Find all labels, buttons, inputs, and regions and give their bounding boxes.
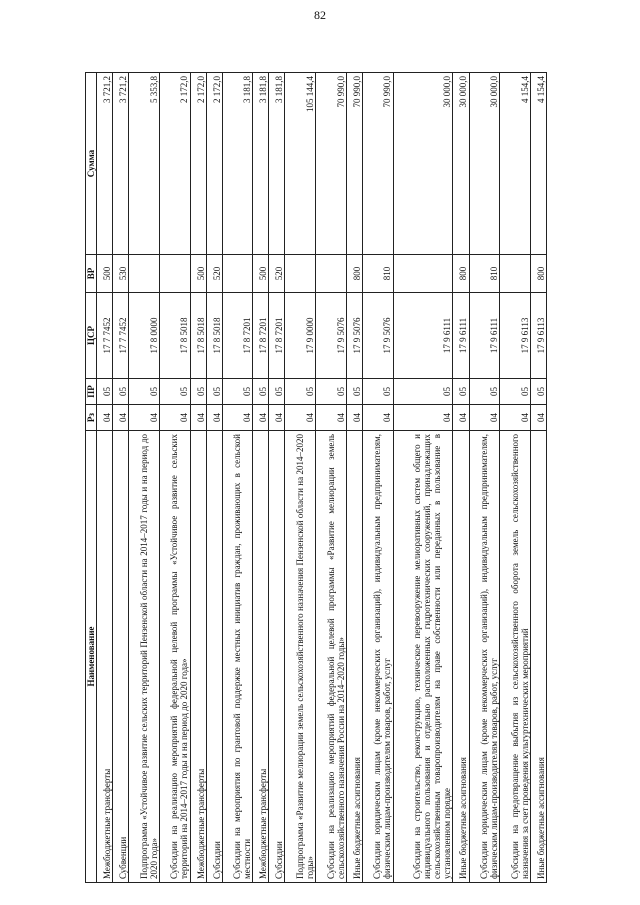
row-name: Межбюджетные трансферты [190,431,206,883]
row-sum: 105 144,4 [285,73,316,255]
row-name: Субсидии на предотвращение выбытия из сельскохозяйственного оборота земель сельскохозяйственного назначения за счет проведения культуртехнических мероприятий [500,431,531,883]
row-vr: 800 [530,255,546,293]
row-rz: 04 [469,405,500,431]
table-row [222,73,253,883]
row-vr [393,255,453,293]
row-sum: 30 000,0 [469,73,500,255]
row-name: Иные бюджетные ассигнования [530,431,546,883]
rotated-table-container [85,73,547,883]
row-csr: 17 7 7452 [97,293,113,379]
row-rz: 04 [222,405,253,431]
row-pr: 05 [453,379,469,405]
row-name: Субсидии на реализацию мероприятий федеральной целевой программы «Устойчивое развитие сельских территорий на 2014–2017 годы и на период до 2020 года» [159,431,190,883]
row-csr: 17 9 5076 [362,293,393,379]
page-number: 82 [314,8,326,22]
row-name: Субсидии юридическим лицам (кроме некоммерческих организаций), индивидуальным предпринимателям, физическим лицам-производителям товаров, работ, услуг [469,431,500,883]
row-sum: 4 154,4 [500,73,531,255]
row-rz: 04 [97,405,113,431]
row-sum: 4 154,4 [530,73,546,255]
row-sum: 70 990,0 [316,73,347,255]
row-name: Иные бюджетные ассигнования [453,431,469,883]
row-name: Иные бюджетные ассигнования [346,431,362,883]
table-row [269,73,285,883]
table-row [206,73,222,883]
row-sum: 3 181,8 [222,73,253,255]
row-sum: 30 000,0 [453,73,469,255]
table-row [190,73,206,883]
header-name: Наименование [86,431,97,883]
row-rz: 04 [393,405,453,431]
row-csr: 17 9 6113 [500,293,531,379]
row-name: Субсидии юридическим лицам (кроме некоммерческих организаций), индивидуальным предпринимателям, физическим лицам-производителям товаров, работ, услуг [362,431,393,883]
row-vr: 800 [453,255,469,293]
row-rz: 04 [206,405,222,431]
row-rz: 04 [316,405,347,431]
row-name: Субсидии [269,431,285,883]
row-rz: 04 [285,405,316,431]
row-sum: 3 181,8 [253,73,269,255]
row-csr: 17 9 0000 [285,293,316,379]
row-csr: 17 9 5076 [316,293,347,379]
row-rz: 04 [159,405,190,431]
table-row [393,73,453,883]
row-csr: 17 8 5018 [190,293,206,379]
row-name: Субсидии на строительство, реконструкцию, техническое перевооружение мелиоративных систем общего и индивидуального пользования и отдельно расположенных гидротехнических сооружений, принадлежащих сельскохозяйственным товаропроизводителям на праве собственности или переданных в пользование в установленном порядке [393,431,453,883]
row-sum: 30 000,0 [393,73,453,255]
table-row [97,73,113,883]
row-pr: 05 [346,379,362,405]
header-vr: ВР [86,255,97,293]
table-row [316,73,347,883]
table-header [86,73,97,883]
row-csr: 17 9 6111 [469,293,500,379]
row-rz: 04 [453,405,469,431]
header-pr: ПР [86,379,97,405]
row-vr: 500 [253,255,269,293]
row-sum: 3 721,2 [113,73,129,255]
row-vr: 500 [97,255,113,293]
row-pr: 05 [316,379,347,405]
table-row [129,73,160,883]
row-pr: 05 [206,379,222,405]
row-sum: 3 181,8 [269,73,285,255]
row-vr: 500 [190,255,206,293]
row-rz: 04 [253,405,269,431]
row-vr [285,255,316,293]
row-pr: 05 [190,379,206,405]
table-row [362,73,393,883]
row-rz: 04 [500,405,531,431]
row-name: Межбюджетные трансферты [253,431,269,883]
row-vr: 530 [113,255,129,293]
row-csr: 17 8 7201 [269,293,285,379]
row-name: Субсидии на реализацию мероприятий федеральной целевой программы «Развитие мелиорации земель сельскохозяйственного назначения России на 2014–2020 годы» [316,431,347,883]
table-row [159,73,190,883]
row-pr: 05 [393,379,453,405]
row-vr: 520 [269,255,285,293]
row-rz: 04 [269,405,285,431]
table-body [97,73,547,883]
row-name: Межбюджетные трансферты [97,431,113,883]
row-csr: 17 9 6111 [453,293,469,379]
table-row [453,73,469,883]
row-pr: 05 [159,379,190,405]
table-row [113,73,129,883]
row-sum: 2 172,0 [159,73,190,255]
row-csr: 17 9 6111 [393,293,453,379]
header-sum: Сумма [86,73,97,255]
row-name: Субвенции [113,431,129,883]
row-csr: 17 8 7201 [253,293,269,379]
row-name: Подпрограмма «Устойчивое развитие сельских территорий Пензенской области на 2014–2017 годы и на период до 2020 года» [129,431,160,883]
table-row [469,73,500,883]
row-pr: 05 [113,379,129,405]
row-name: Подпрограмма «Развитие мелиорации земель сельскохозяйственного назначения Пензенской области на 2014–2020 годы» [285,431,316,883]
row-csr: 17 8 5018 [206,293,222,379]
table-row [530,73,546,883]
row-name: Субсидии [206,431,222,883]
row-pr: 05 [253,379,269,405]
row-vr [159,255,190,293]
row-pr: 05 [285,379,316,405]
row-pr: 05 [469,379,500,405]
row-name: Субсидии на мероприятия по грантовой поддержке местных инициатив граждан, проживающих в сельской местности [222,431,253,883]
row-csr: 17 9 5076 [346,293,362,379]
row-pr: 05 [530,379,546,405]
row-rz: 04 [346,405,362,431]
row-sum: 70 990,0 [346,73,362,255]
header-row [86,73,97,883]
header-rz: Рз [86,405,97,431]
table-row [346,73,362,883]
row-rz: 04 [362,405,393,431]
budget-table [85,72,547,883]
row-pr: 05 [500,379,531,405]
row-pr: 05 [222,379,253,405]
row-csr: 17 8 7201 [222,293,253,379]
row-vr: 810 [362,255,393,293]
row-pr: 05 [129,379,160,405]
row-vr: 800 [346,255,362,293]
table-row [285,73,316,883]
row-vr: 520 [206,255,222,293]
row-pr: 05 [269,379,285,405]
row-sum: 2 172,0 [206,73,222,255]
header-csr: ЦСР [86,293,97,379]
row-rz: 04 [113,405,129,431]
row-sum: 5 353,8 [129,73,160,255]
row-rz: 04 [530,405,546,431]
table-row [500,73,531,883]
row-csr: 17 8 5018 [159,293,190,379]
row-sum: 70 990,0 [362,73,393,255]
row-csr: 17 9 6113 [530,293,546,379]
table-row [253,73,269,883]
row-csr: 17 7 7452 [113,293,129,379]
row-vr [316,255,347,293]
row-rz: 04 [190,405,206,431]
row-pr: 05 [97,379,113,405]
row-csr: 17 8 0000 [129,293,160,379]
row-vr: 810 [469,255,500,293]
row-vr [129,255,160,293]
row-sum: 2 172,0 [190,73,206,255]
row-pr: 05 [362,379,393,405]
row-sum: 3 721,2 [97,73,113,255]
row-vr [222,255,253,293]
row-vr [500,255,531,293]
row-rz: 04 [129,405,160,431]
